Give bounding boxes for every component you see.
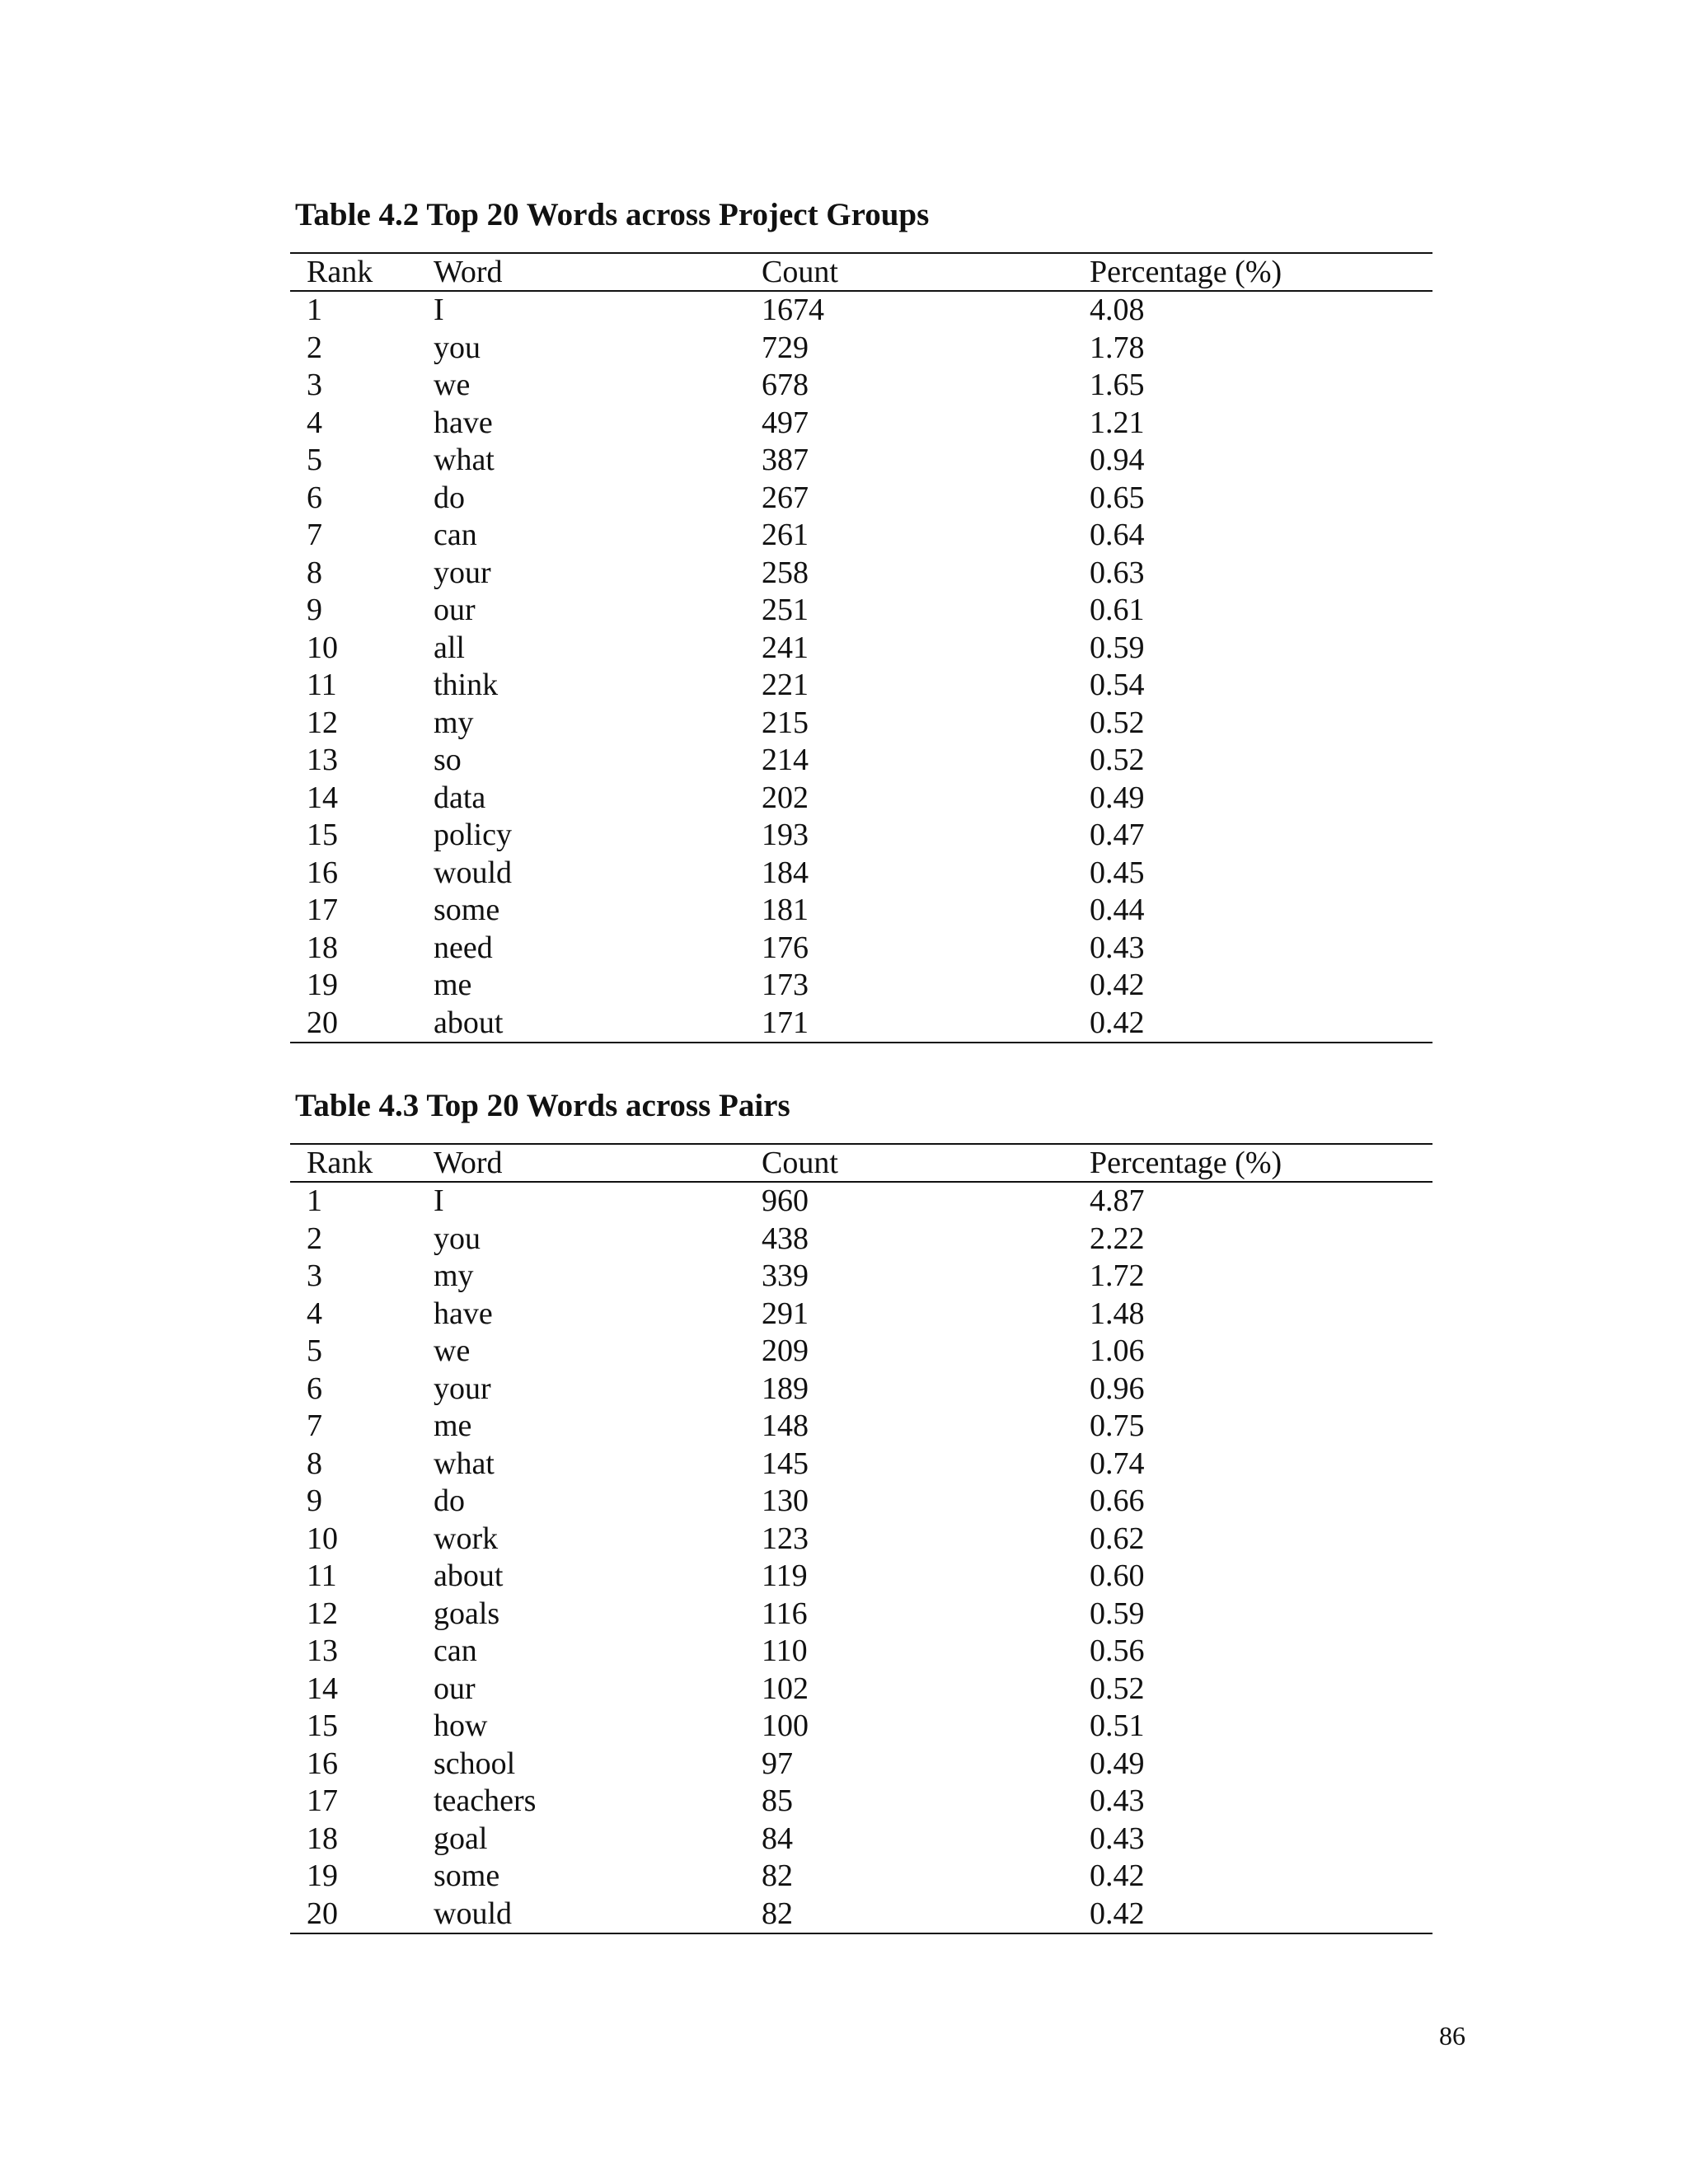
table-row <box>290 892 1432 930</box>
table-title: Table 4.3 Top 20 Words across Pairs <box>295 1088 790 1123</box>
rank-cell: 15 <box>307 818 338 852</box>
count-cell: 119 <box>762 1558 808 1593</box>
rank-cell: 20 <box>307 1896 338 1931</box>
percentage-cell: 0.52 <box>1090 1671 1145 1706</box>
column-header-count: Count <box>762 255 838 289</box>
word-cell: so <box>434 743 462 777</box>
count-cell: 189 <box>762 1371 809 1406</box>
table-row <box>290 667 1432 705</box>
rank-cell: 19 <box>307 968 338 1002</box>
count-cell: 214 <box>762 743 809 777</box>
table-row <box>290 1521 1432 1558</box>
rank-cell: 9 <box>307 593 322 627</box>
percentage-cell: 0.65 <box>1090 480 1145 515</box>
word-cell: work <box>434 1521 499 1556</box>
table-row <box>290 1258 1432 1296</box>
count-cell: 148 <box>762 1408 809 1443</box>
rank-cell: 1 <box>307 293 322 327</box>
table-row <box>290 1708 1432 1746</box>
word-cell: can <box>434 518 477 552</box>
count-cell: 82 <box>762 1896 793 1931</box>
percentage-cell: 0.43 <box>1090 1783 1145 1818</box>
table-body <box>290 1182 1432 1933</box>
percentage-cell: 0.51 <box>1090 1708 1145 1743</box>
word-cell: policy <box>434 818 512 852</box>
table-row <box>290 592 1432 630</box>
count-cell: 193 <box>762 818 809 852</box>
rank-cell: 11 <box>307 668 337 702</box>
word-cell: we <box>434 1333 471 1368</box>
word-cell: some <box>434 893 500 927</box>
percentage-cell: 1.48 <box>1090 1296 1145 1331</box>
count-cell: 215 <box>762 705 809 740</box>
percentage-cell: 0.42 <box>1090 1896 1145 1931</box>
table-row <box>290 817 1432 855</box>
percentage-cell: 4.08 <box>1090 293 1145 327</box>
word-cell: would <box>434 1896 512 1931</box>
word-frequency-table-pairs <box>290 1143 1432 1934</box>
rank-cell: 11 <box>307 1558 337 1593</box>
percentage-cell: 0.43 <box>1090 930 1145 965</box>
rank-cell: 3 <box>307 368 322 402</box>
word-cell: my <box>434 1258 474 1293</box>
percentage-cell: 0.66 <box>1090 1483 1145 1518</box>
word-cell: need <box>434 930 493 965</box>
count-cell: 678 <box>762 368 809 402</box>
count-cell: 84 <box>762 1821 793 1856</box>
percentage-cell: 0.94 <box>1090 443 1145 477</box>
word-cell: me <box>434 1408 472 1443</box>
column-header-count: Count <box>762 1146 838 1180</box>
percentage-cell: 0.45 <box>1090 855 1145 890</box>
table-row <box>290 855 1432 893</box>
table-4-3-block <box>290 1085 1432 1934</box>
count-cell: 85 <box>762 1783 793 1818</box>
table-row <box>290 1446 1432 1483</box>
word-cell: our <box>434 1671 476 1706</box>
word-cell: goal <box>434 1821 488 1856</box>
count-cell: 171 <box>762 1005 809 1040</box>
count-cell: 251 <box>762 593 809 627</box>
percentage-cell: 0.44 <box>1090 893 1145 927</box>
word-cell: have <box>434 1296 493 1331</box>
rank-cell: 14 <box>307 780 338 815</box>
table-row <box>290 1296 1432 1333</box>
table-row <box>290 1821 1432 1858</box>
word-cell: some <box>434 1858 500 1893</box>
count-cell: 261 <box>762 518 809 552</box>
rank-cell: 13 <box>307 743 338 777</box>
percentage-cell: 0.64 <box>1090 518 1145 552</box>
count-cell: 145 <box>762 1446 809 1481</box>
rank-cell: 17 <box>307 1783 338 1818</box>
table-row <box>290 330 1432 368</box>
table-row <box>290 967 1432 1005</box>
table-row <box>290 555 1432 593</box>
percentage-cell: 0.63 <box>1090 555 1145 590</box>
word-cell: your <box>434 555 491 590</box>
rank-cell: 6 <box>307 480 322 515</box>
word-cell: think <box>434 668 499 702</box>
word-cell: your <box>434 1371 491 1406</box>
percentage-cell: 0.59 <box>1090 630 1145 665</box>
word-cell: have <box>434 405 493 440</box>
percentage-cell: 1.78 <box>1090 330 1145 365</box>
percentage-cell: 0.52 <box>1090 705 1145 740</box>
word-cell: do <box>434 1483 465 1518</box>
rank-cell: 20 <box>307 1005 338 1040</box>
percentage-cell: 1.72 <box>1090 1258 1145 1293</box>
rank-cell: 18 <box>307 930 338 965</box>
word-cell: data <box>434 780 486 815</box>
count-cell: 339 <box>762 1258 809 1293</box>
word-cell: what <box>434 443 495 477</box>
rank-cell: 6 <box>307 1371 322 1406</box>
table-row <box>290 291 1432 330</box>
word-cell: me <box>434 968 472 1002</box>
rank-cell: 4 <box>307 405 322 440</box>
count-cell: 729 <box>762 330 809 365</box>
rank-cell: 2 <box>307 330 322 365</box>
percentage-cell: 1.65 <box>1090 368 1145 402</box>
table-row <box>290 1221 1432 1258</box>
rank-cell: 18 <box>307 1821 338 1856</box>
percentage-cell: 0.61 <box>1090 593 1145 627</box>
table-row <box>290 1858 1432 1896</box>
table-row <box>290 1633 1432 1671</box>
percentage-cell: 0.42 <box>1090 1858 1145 1893</box>
count-cell: 102 <box>762 1671 809 1706</box>
word-cell: would <box>434 855 512 890</box>
count-cell: 123 <box>762 1521 809 1556</box>
table-row <box>290 1333 1432 1371</box>
column-header-word: Word <box>434 1146 503 1180</box>
count-cell: 1674 <box>762 293 824 327</box>
count-cell: 176 <box>762 930 809 965</box>
percentage-cell: 0.59 <box>1090 1596 1145 1631</box>
rank-cell: 4 <box>307 1296 322 1331</box>
rank-cell: 1 <box>307 1183 322 1218</box>
count-cell: 173 <box>762 968 809 1002</box>
percentage-cell: 0.49 <box>1090 780 1145 815</box>
table-row <box>290 742 1432 780</box>
rank-cell: 16 <box>307 855 338 890</box>
table-row <box>290 1596 1432 1633</box>
table-row <box>290 1182 1432 1221</box>
table-row <box>290 517 1432 555</box>
percentage-cell: 0.54 <box>1090 668 1145 702</box>
word-cell: I <box>434 293 444 327</box>
count-cell: 116 <box>762 1596 808 1631</box>
percentage-cell: 0.75 <box>1090 1408 1145 1443</box>
count-cell: 241 <box>762 630 809 665</box>
count-cell: 82 <box>762 1858 793 1893</box>
table-row <box>290 1483 1432 1521</box>
word-cell: do <box>434 480 465 515</box>
word-cell: our <box>434 593 476 627</box>
percentage-cell: 0.56 <box>1090 1633 1145 1668</box>
word-cell: about <box>434 1558 504 1593</box>
column-header-word: Word <box>434 255 503 289</box>
count-cell: 110 <box>762 1633 808 1668</box>
count-cell: 97 <box>762 1746 793 1781</box>
word-cell: teachers <box>434 1783 537 1818</box>
rank-cell: 8 <box>307 555 322 590</box>
rank-cell: 5 <box>307 443 322 477</box>
word-frequency-table-project-groups <box>290 252 1432 1043</box>
rank-cell: 15 <box>307 1708 338 1743</box>
rank-cell: 12 <box>307 1596 338 1631</box>
rank-cell: 3 <box>307 1258 322 1293</box>
table-row <box>290 1746 1432 1783</box>
word-cell: how <box>434 1708 488 1743</box>
rank-cell: 10 <box>307 630 338 665</box>
table-row <box>290 480 1432 518</box>
percentage-cell: 0.52 <box>1090 743 1145 777</box>
rank-cell: 5 <box>307 1333 322 1368</box>
count-cell: 209 <box>762 1333 809 1368</box>
count-cell: 184 <box>762 855 809 890</box>
count-cell: 497 <box>762 405 809 440</box>
rank-cell: 19 <box>307 1858 338 1893</box>
word-cell: can <box>434 1633 477 1668</box>
table-row <box>290 1408 1432 1446</box>
table-row <box>290 630 1432 668</box>
word-cell: goals <box>434 1596 500 1631</box>
rank-cell: 8 <box>307 1446 322 1481</box>
word-cell: all <box>434 630 465 665</box>
count-cell: 387 <box>762 443 809 477</box>
percentage-cell: 2.22 <box>1090 1221 1145 1256</box>
table-row <box>290 705 1432 743</box>
page-number: 86 <box>1439 2021 1465 2050</box>
percentage-cell: 0.49 <box>1090 1746 1145 1781</box>
column-header-rank: Rank <box>307 255 373 289</box>
table-header <box>290 253 1432 291</box>
count-cell: 291 <box>762 1296 809 1331</box>
table-row <box>290 1371 1432 1408</box>
percentage-cell: 0.60 <box>1090 1558 1145 1593</box>
count-cell: 100 <box>762 1708 809 1743</box>
percentage-cell: 1.06 <box>1090 1333 1145 1368</box>
percentage-cell: 0.42 <box>1090 968 1145 1002</box>
percentage-cell: 0.74 <box>1090 1446 1145 1481</box>
count-cell: 258 <box>762 555 809 590</box>
rank-cell: 16 <box>307 1746 338 1781</box>
count-cell: 267 <box>762 480 809 515</box>
count-cell: 181 <box>762 893 809 927</box>
word-cell: my <box>434 705 474 740</box>
table-row <box>290 1896 1432 1934</box>
rank-cell: 17 <box>307 893 338 927</box>
count-cell: 960 <box>762 1183 809 1218</box>
column-header-percentage: Percentage (%) <box>1090 255 1282 289</box>
table-row <box>290 780 1432 818</box>
percentage-cell: 0.47 <box>1090 818 1145 852</box>
rank-cell: 14 <box>307 1671 338 1706</box>
percentage-cell: 0.96 <box>1090 1371 1145 1406</box>
table-row <box>290 1558 1432 1596</box>
rank-cell: 7 <box>307 1408 322 1443</box>
rank-cell: 9 <box>307 1483 322 1518</box>
word-cell: you <box>434 330 481 365</box>
table-title: Table 4.2 Top 20 Words across Project Groups <box>295 197 930 232</box>
count-cell: 202 <box>762 780 809 815</box>
rank-cell: 2 <box>307 1221 322 1256</box>
word-cell: about <box>434 1005 504 1040</box>
column-header-percentage: Percentage (%) <box>1090 1146 1282 1180</box>
word-cell: what <box>434 1446 495 1481</box>
table-row <box>290 1671 1432 1708</box>
rank-cell: 12 <box>307 705 338 740</box>
rank-cell: 7 <box>307 518 322 552</box>
word-cell: you <box>434 1221 481 1256</box>
table-body <box>290 291 1432 1043</box>
table-header <box>290 1144 1432 1182</box>
table-4-2-block <box>290 194 1432 1043</box>
word-cell: we <box>434 368 471 402</box>
word-cell: school <box>434 1746 516 1781</box>
count-cell: 130 <box>762 1483 809 1518</box>
table-row <box>290 442 1432 480</box>
rank-cell: 13 <box>307 1633 338 1668</box>
percentage-cell: 0.42 <box>1090 1005 1145 1040</box>
percentage-cell: 4.87 <box>1090 1183 1145 1218</box>
word-cell: I <box>434 1183 444 1218</box>
count-cell: 438 <box>762 1221 809 1256</box>
count-cell: 221 <box>762 668 809 702</box>
percentage-cell: 0.43 <box>1090 1821 1145 1856</box>
column-header-rank: Rank <box>307 1146 373 1180</box>
table-row <box>290 367 1432 405</box>
table-row <box>290 1005 1432 1043</box>
percentage-cell: 0.62 <box>1090 1521 1145 1556</box>
table-row <box>290 930 1432 968</box>
table-row <box>290 1783 1432 1821</box>
table-row <box>290 405 1432 443</box>
percentage-cell: 1.21 <box>1090 405 1145 440</box>
rank-cell: 10 <box>307 1521 338 1556</box>
